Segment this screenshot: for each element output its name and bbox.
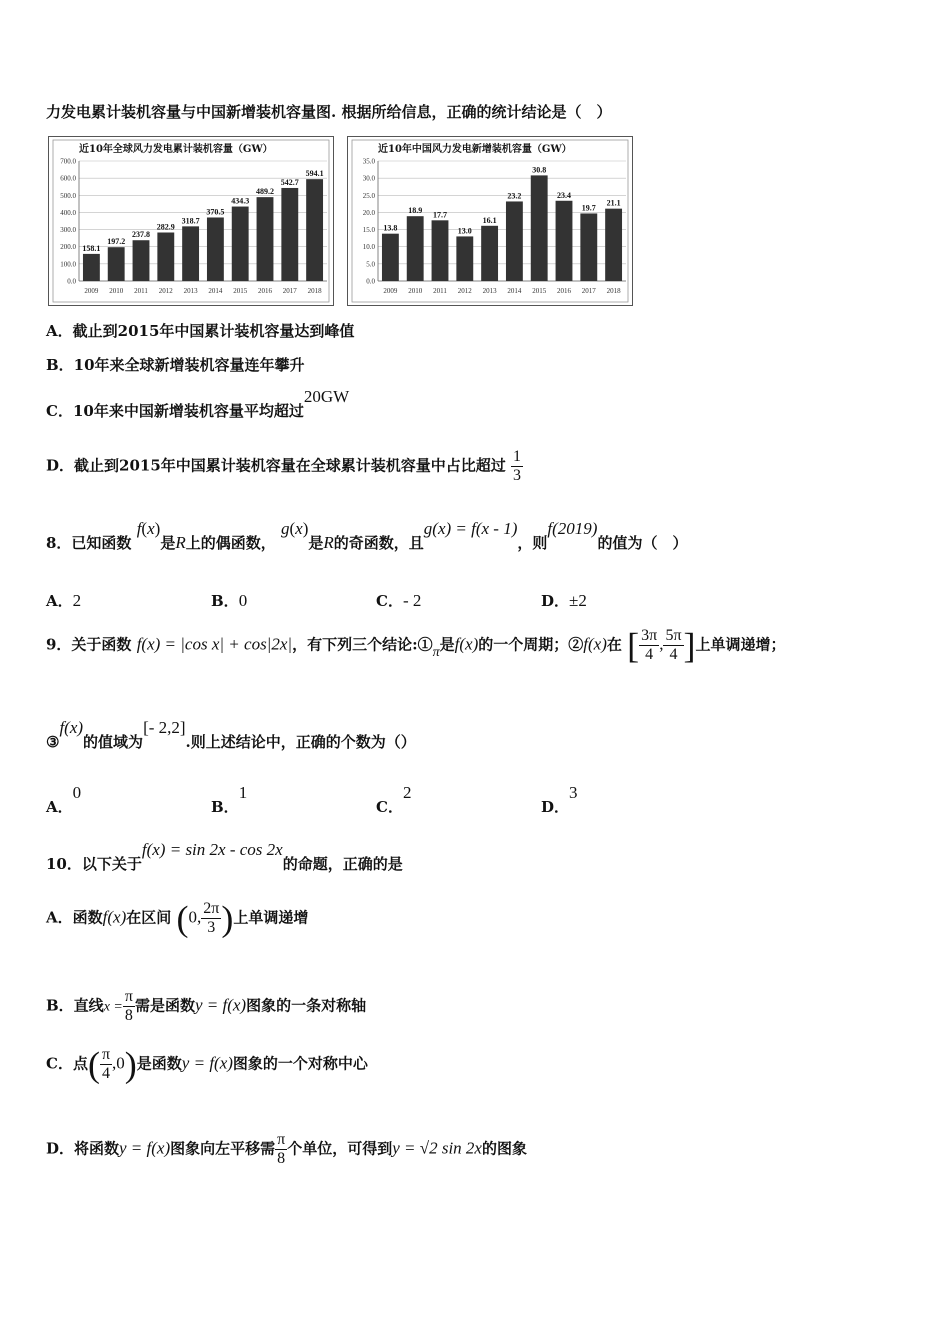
y-tick-label: 700.0	[60, 157, 76, 166]
x-tick-label: 2012	[158, 287, 173, 295]
bar	[481, 226, 498, 281]
q10-d-fraction: $\frac{\pi}{8}$	[277, 1131, 286, 1167]
x-tick-label: 2013	[183, 287, 198, 295]
q9-fx-3: f(x)	[59, 718, 84, 737]
q10-a-fraction: $\frac{2\pi}{3}$	[203, 900, 220, 936]
q8-f-of-x: f(x)	[136, 519, 161, 538]
bar	[382, 234, 399, 281]
x-tick-label: 2009	[84, 287, 99, 295]
bar	[157, 233, 174, 281]
bar-value-label: 594.1	[305, 169, 324, 179]
q7-option-c-math: 20GW	[303, 387, 350, 406]
q9-option-a[interactable]: A．0	[46, 783, 82, 816]
bar	[556, 201, 573, 281]
q8-stem: 8．已知函数 f(x)是R上的偶函数， g(x)是R的奇函数，且g(x) = f(x - 1)，则f(2019)的值为（ ）	[46, 519, 688, 552]
y-tick-label: 400.0	[60, 208, 76, 217]
bar-value-label: 237.8	[132, 230, 150, 240]
q7-option-d-text: D．截止到2015年中国累计装机容量在全球累计装机容量中占比超过	[46, 456, 506, 475]
bar	[456, 236, 473, 281]
bar-value-label: 23.4	[557, 190, 571, 200]
chart-global-cumulative-svg	[49, 137, 333, 305]
q10-option-d[interactable]: D．将函数y = f(x)图象向左平移需 $\frac{\pi}{8}$ 个单位，可得到y = √2 sin 2x的图象	[46, 1131, 527, 1167]
q8-option-b[interactable]: B．0	[211, 591, 248, 610]
q8-g-of-x: g(x)	[280, 519, 309, 538]
q7-option-c[interactable]	[46, 387, 350, 421]
q8-option-c[interactable]: C．- 2	[376, 591, 422, 610]
chart-global-cumulative	[48, 136, 334, 306]
bar	[432, 220, 449, 281]
bar-value-label: 23.2	[507, 191, 522, 201]
q7-option-d-fraction: $\frac{1}{3}$	[513, 448, 521, 484]
bar-value-label: 542.7	[280, 177, 299, 187]
chart-china-new-svg	[348, 137, 632, 305]
x-tick-label: 2015	[233, 287, 248, 295]
bar-value-label: 19.7	[581, 203, 596, 213]
y-tick-label: 300.0	[60, 226, 76, 235]
q10-c-fraction: $\frac{\pi}{4}$	[101, 1046, 111, 1082]
bar	[281, 188, 298, 281]
y-tick-label: 200.0	[60, 243, 76, 252]
q9-pi: π	[432, 644, 440, 660]
y-tick-label: 30.0	[362, 174, 375, 183]
q10-function: f(x) = sin 2x - cos 2x	[141, 840, 283, 859]
q10-b-fraction: $\frac{\pi}{8}$	[124, 988, 133, 1024]
q9-range: [- 2,2]	[143, 718, 186, 737]
bar	[306, 179, 323, 281]
y-tick-label: 500.0	[60, 191, 76, 200]
bar	[531, 175, 548, 281]
q8-relation: g(x) = f(x - 1)	[423, 519, 518, 538]
bar-value-label: 13.0	[457, 226, 472, 236]
bar	[108, 247, 125, 281]
q10-option-b[interactable]: B．直线x = $\frac{\pi}{8}$ 需是函数y = f(x)图象的一条对称轴	[46, 988, 367, 1024]
bar	[232, 207, 249, 281]
y-tick-label: 5.0	[366, 260, 375, 269]
x-tick-label: 2016	[557, 287, 571, 295]
bar	[182, 226, 199, 281]
q10-option-a[interactable]: A．函数f(x)在区间 (0, $\frac{2\pi}{3}$ )上单调递增	[46, 898, 309, 939]
q10-option-c[interactable]: C．点( $\frac{\pi}{4}$ ,0)是函数y = f(x)图象的一个对称中心	[46, 1044, 368, 1085]
y-tick-label: 35.0	[362, 157, 375, 166]
x-tick-label: 2016	[258, 287, 272, 295]
x-tick-label: 2015	[532, 287, 547, 295]
x-tick-label: 2010	[109, 287, 124, 295]
x-tick-label: 2011	[433, 287, 447, 295]
q9-option-b[interactable]: B．1	[211, 783, 248, 816]
x-tick-label: 2012	[457, 287, 472, 295]
x-tick-label: 2018	[606, 287, 621, 295]
bar-value-label: 21.1	[606, 198, 621, 208]
q9-option-d[interactable]: D．3	[541, 783, 578, 816]
bar	[506, 201, 523, 281]
bar-value-label: 434.3	[231, 196, 250, 206]
y-tick-label: 0.0	[67, 277, 76, 286]
y-tick-label: 0.0	[366, 277, 375, 286]
x-tick-label: 2018	[307, 287, 322, 295]
bar-value-label: 489.2	[256, 187, 274, 197]
bar-value-label: 318.7	[181, 216, 200, 226]
question-intro: 力发电累计装机容量与中国新增装机容量图. 根据所给信息，正确的统计结论是（ ）	[46, 103, 612, 121]
q7-option-b[interactable]: B．10年来全球新增装机容量连年攀升	[46, 356, 305, 374]
y-tick-label: 15.0	[362, 226, 375, 235]
y-tick-label: 100.0	[60, 260, 76, 269]
bar	[83, 254, 100, 281]
y-tick-label: 20.0	[362, 208, 375, 217]
q9-stem-line2: ③f(x)的值域为[- 2,2].则上述结论中，正确的个数为（）	[46, 718, 416, 751]
q9-stem-line1: 9．关于函数 f(x) = |cos x| + cos|2x|，有下列三个结论:①π是f(x)的一个周期；②f(x)在 [ $\frac{3\pi}{4}$ , $\frac{5\pi}{4}$ ]上单调递增；	[46, 625, 786, 666]
bar	[133, 240, 150, 281]
q8-f-2019: f(2019)	[547, 519, 598, 538]
bar-value-label: 16.1	[482, 215, 497, 225]
chart-title: 近10年中国风力发电新增装机容量（GW）	[378, 144, 572, 155]
x-tick-label: 2017	[581, 287, 596, 295]
y-tick-label: 10.0	[362, 243, 375, 252]
q8-option-a[interactable]: A．2	[46, 591, 82, 610]
bar-value-label: 30.8	[532, 165, 547, 175]
q9-option-c[interactable]: C．2	[376, 783, 412, 816]
q9-fx-2: f(x)	[583, 634, 607, 654]
bar	[605, 209, 622, 281]
q9-fx: f(x)	[454, 634, 479, 654]
q7-option-c-text: C．10年来中国新增装机容量平均超过	[46, 402, 304, 420]
x-tick-label: 2014	[208, 287, 223, 295]
bar-value-label: 13.8	[383, 223, 398, 233]
q7-option-d[interactable]	[46, 448, 523, 485]
x-tick-label: 2017	[282, 287, 297, 295]
bar	[407, 216, 424, 281]
x-tick-label: 2010	[408, 287, 423, 295]
q8-option-d[interactable]: D．±2	[541, 591, 587, 610]
x-tick-label: 2013	[482, 287, 497, 295]
x-tick-label: 2014	[507, 287, 522, 295]
x-tick-label: 2011	[134, 287, 148, 295]
bar-value-label: 197.2	[107, 237, 126, 247]
bar-value-label: 282.9	[156, 222, 175, 232]
q9-function: f(x) = |cos x| + cos|2x|	[136, 634, 293, 654]
q7-option-a[interactable]: A．截止到2015年中国累计装机容量达到峰值	[46, 322, 355, 340]
bar-value-label: 17.7	[433, 210, 447, 220]
bar	[207, 217, 224, 281]
bar-value-label: 370.5	[206, 207, 225, 217]
bar-value-label: 158.1	[82, 243, 101, 253]
x-tick-label: 2009	[383, 287, 398, 295]
bar-value-label: 18.9	[408, 206, 423, 216]
q9-interval-left: $\frac{3\pi}{4}$	[641, 627, 658, 663]
y-tick-label: 600.0	[60, 174, 76, 183]
bar	[580, 213, 597, 281]
q9-interval-right: $\frac{5\pi}{4}$	[665, 627, 682, 663]
y-tick-label: 25.0	[362, 191, 375, 200]
bar	[257, 197, 274, 281]
chart-title: 近10年全球风力发电累计装机容量（GW）	[79, 144, 273, 155]
q10-stem: 10．以下关于f(x) = sin 2x - cos 2x的命题，正确的是	[46, 840, 403, 873]
q10-d-target: y = √2 sin 2x	[392, 1138, 482, 1158]
chart-china-new	[347, 136, 633, 306]
